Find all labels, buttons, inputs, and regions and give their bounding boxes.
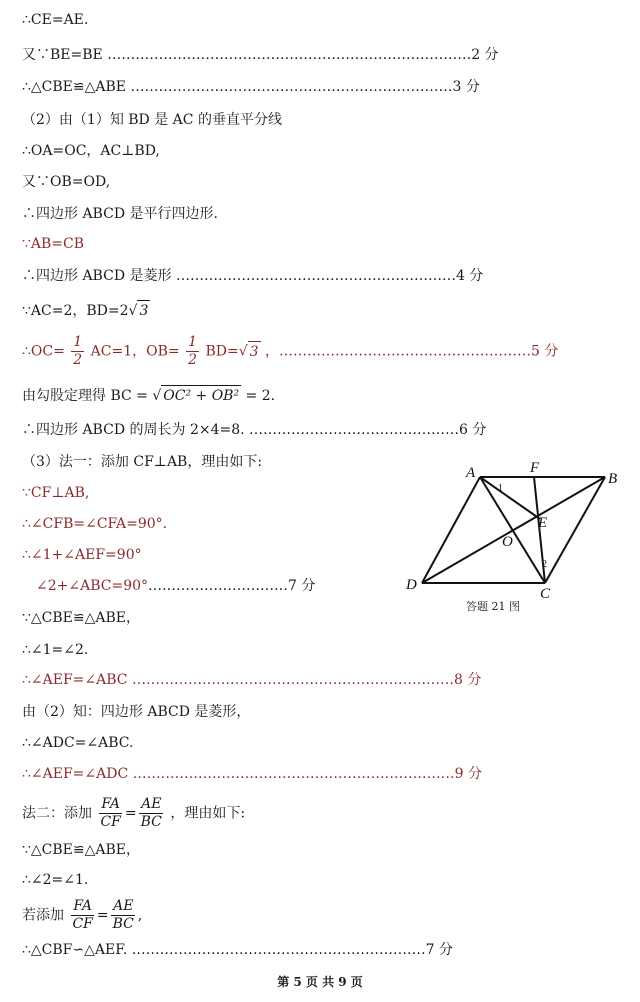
numerator: AE [141, 796, 162, 812]
line-pythagoras [22, 385, 275, 406]
label-a: A [466, 465, 476, 481]
numerator: AE [113, 898, 134, 914]
angle2-text: ∠2+∠ABC=90° [36, 578, 149, 594]
figure-caption: 答题 21 图 [466, 600, 520, 613]
line-angle1: ∴∠1+∠AEF=90° [22, 547, 142, 563]
line-be-be: 又∵BE=BE ……………………………………………………………………2 分 [22, 47, 499, 63]
label-o: O [502, 534, 513, 550]
denominator: BC [112, 916, 134, 932]
sqrt-icon: √ [128, 303, 138, 319]
denominator: BC [140, 814, 162, 830]
line-angle-2-1: ∴∠2=∠1. [22, 872, 89, 888]
line-cf-ab: ∵CF⊥AB, [22, 485, 90, 501]
line-aef-abc: ∴∠AEF=∠ABC ……………………………………………………………8 分 [22, 672, 482, 688]
line-congruent-3: ∵△CBE≌△ABE， [22, 842, 141, 858]
numerator: 1 [188, 334, 197, 350]
line-congruent: ∴△CBE≌△ABE ……………………………………………………………3 分 [22, 79, 480, 95]
line-method1: （3）法一：添加 CF⊥AB，理由如下: [22, 454, 263, 470]
reason-text: ，理由如下: [170, 805, 246, 822]
method2-text: 法二：添加 [22, 805, 92, 822]
denominator: 2 [73, 352, 83, 368]
line-if-add: 若添加 $\frac{FA}{CF}$ = $\frac{AE}{BC}$ , [22, 898, 143, 932]
score-text: ，………………………………………………5 分 [265, 343, 559, 360]
line-oc-ob [22, 334, 558, 369]
label-f: F [530, 460, 540, 476]
line-congruent-2: ∵△CBE≌△ABE， [22, 610, 141, 626]
denominator: 2 [188, 352, 197, 368]
line-ce-ae: ∴CE=AE. [22, 12, 89, 28]
line-from-part2: 由（2）知：四边形 ABCD 是菱形， [22, 704, 251, 720]
line-oa-oc: ∴OA=OC，AC⊥BD, [22, 143, 160, 159]
numerator: 1 [73, 334, 83, 350]
line-aef-adc: ∴∠AEF=∠ADC ……………………………………………………………9 分 [22, 766, 482, 782]
line-method2: 法二：添加 $\frac{FA}{CF}$ = $\frac{AE}{BC}$ ，理由如下: [22, 796, 246, 830]
fa-cf-fraction [70, 898, 94, 933]
line-parallelogram: ∴四边形 ABCD 是平行四边形. [22, 206, 218, 222]
half-fraction [71, 334, 84, 369]
line-angles-equal: ∴∠1=∠2. [22, 642, 89, 658]
score-text: …………………………7 分 [148, 578, 316, 594]
pythagoras-text: 由勾股定理得 BC = [22, 388, 148, 404]
label-c: C [540, 586, 551, 600]
numerator: FA [101, 796, 120, 812]
label-angle-2: 2 [542, 559, 547, 570]
radicand: 3 [248, 341, 261, 362]
radicand: OC² + OB² [161, 385, 241, 406]
segment-ae [480, 477, 540, 519]
label-b: B [608, 471, 618, 487]
label-angle-1: 1 [498, 483, 503, 494]
sqrt-icon: √ [152, 388, 162, 404]
fa-cf-fraction [98, 796, 122, 831]
ac-ob-text: AC=1，OB= [90, 343, 180, 360]
if-add-text: 若添加 [22, 907, 64, 924]
page-footer: 第 5 页 共 9 页 [277, 975, 363, 989]
comma-text: , [137, 907, 143, 924]
oc-text: ∴OC= [22, 343, 65, 360]
label-d: D [406, 577, 417, 593]
line-ob-od: 又∵OB=OD, [22, 174, 111, 190]
radicand: 3 [137, 300, 150, 321]
ac-bd-text: ∵AC=2，BD=2 [22, 303, 129, 319]
line-similar: ∴△CBF∽△AEF. ………………………………………………………7 分 [22, 942, 454, 958]
numerator: FA [73, 898, 92, 914]
segment-bd [422, 477, 605, 583]
sqrt-icon: √ [238, 343, 248, 360]
line-ab-cb: ∵AB=CB [22, 236, 85, 252]
segment-bc [545, 477, 605, 583]
label-e: E [538, 515, 548, 531]
result-text: = 2. [245, 388, 276, 404]
line-adc-abc: ∴∠ADC=∠ABC. [22, 735, 134, 751]
bd-text: BD= [205, 343, 239, 360]
line-rhombus: ∴四边形 ABCD 是菱形 ……………………………………………………4 分 [22, 268, 484, 284]
geometry-figure [400, 455, 620, 600]
line-perimeter: ∴四边形 ABCD 的周长为 2×4=8. ………………………………………6 分 [22, 422, 487, 438]
denominator: CF [100, 814, 121, 830]
line-part2-intro: （2）由（1）知 BD 是 AC 的垂直平分线 [22, 112, 282, 128]
ae-bc-fraction [111, 898, 136, 933]
line-ac-bd [22, 300, 150, 321]
line-cfb-cfa: ∴∠CFB=∠CFA=90°. [22, 516, 168, 532]
line-angle2 [36, 576, 315, 596]
denominator: CF [72, 916, 93, 932]
half-fraction [186, 334, 199, 369]
ae-bc-fraction [139, 796, 164, 831]
